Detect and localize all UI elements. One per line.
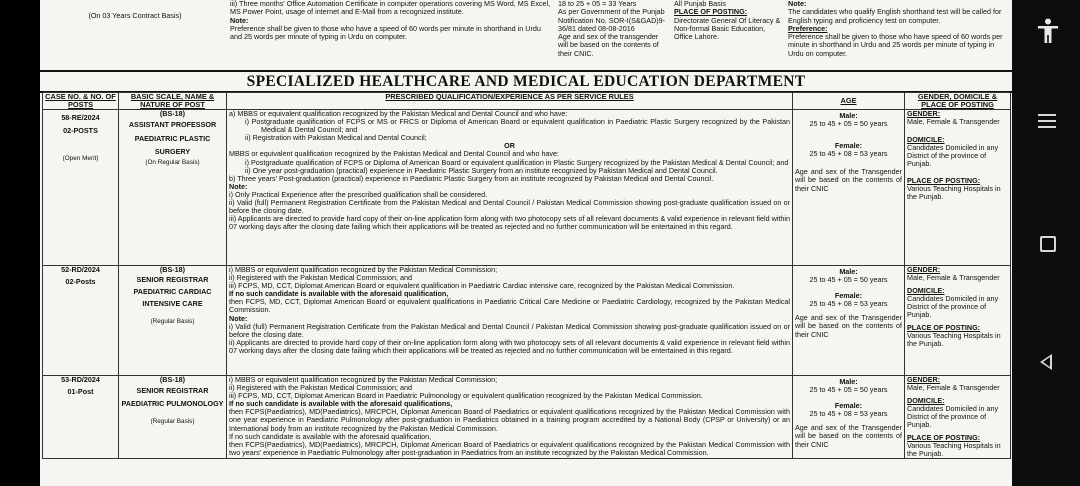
domicile-head: DOMICILE:: [907, 396, 945, 406]
post-count: 02-POSTS: [63, 126, 98, 136]
case-number: 58-RE/2024: [61, 113, 100, 122]
case-cell: [43, 266, 119, 376]
note-cell: [786, 0, 1010, 66]
preference-text: Preference shall be given to those who have a speed of 60 words per minute in shorthand in Urdu and 25 words per minute of typing in Urdu on computer.: [230, 23, 541, 42]
table-header-row: [43, 93, 1011, 110]
header-scale: BASIC SCALE, NAME & NATURE OF POST: [119, 93, 227, 110]
recent-apps-icon[interactable]: [1038, 114, 1056, 132]
office-automation-text: iii) Three months' Office Automation Certificate in computer operations covering MS Word, MS Excel, MS Power Point, usage of internet and E-Mail from a recognized institute.: [230, 0, 551, 17]
qual-line: ii) Registered with the Pakistan Medical Commission; and: [229, 383, 412, 393]
qual-line: i) MBBS or equivalent qualification recognized by the Pakistan Medical Commission;: [229, 375, 498, 384]
back-button-icon[interactable]: [1040, 354, 1052, 370]
gender-cell: [905, 266, 1011, 376]
posting-value: Various Teaching Hospitals in the Punjab.: [907, 330, 1001, 348]
age-cell: [556, 0, 672, 66]
qual-line: i) Postgraduate qualification of FCPS or MS or FRCS or Diploma of American Board or equivalent qualification in Paediatric Plastic Surgery recognized by the Pakistan Medical & Dental Council; and: [245, 117, 790, 135]
qual-line: i) Postgraduate qualification of FCPS or Diploma of American Board or equivalent qualification in Plastic Surgery recognized by the Pakistan Medical & Dental Council; and: [245, 157, 789, 167]
qual-line: If no such candidate is available with the aforesaid qualification,: [229, 431, 432, 441]
female-label: Female:: [834, 141, 863, 151]
qual-line: then FCPS, MD, CCT, Diplomat American Board or equivalent qualifications in Paediatric Critical Care Medicine or Paediatric Cardiology, recognized by the Pakistan Medical Commission.: [229, 297, 790, 315]
domicile-value: Candidates Domiciled in any District of the province of Punjab.: [907, 143, 999, 169]
basic-scale: (BS-18): [159, 265, 186, 274]
male-age: 25 to 45 + 05 = 50 years: [809, 385, 888, 395]
qual-line: then FCPS(Paediatrics), MD(Paediatrics), MRCPCH, Diplomat American Board of Paediatrics or equivalent qualifications recognized by the Pakistan Medical Commission with two years' experience in Paediatric Pulmonology after post-graduation in Paediatrics from an institute recognized by the Pakistan Medical Commission.: [229, 439, 790, 457]
posting-value: Various Teaching Hospitals in the Punjab.: [907, 183, 1001, 201]
male-label: Male:: [839, 111, 858, 120]
transgender-line: Age and sex of the transgender will be based on the contents of their CNIC.: [558, 32, 659, 58]
qual-line: i) Only Practical Experience after the prescribed qualification shall be considered.: [229, 189, 488, 199]
qual-line: ii) Registered with the Pakistan Medical Commission; and: [229, 273, 412, 283]
basic-scale: (BS-18): [159, 375, 186, 384]
domicile-head: DOMICILE:: [907, 135, 945, 145]
contract-basis-text: (On 03 Years Contract Basis): [88, 11, 182, 20]
qual-line: iii) FCPS, MD, CCT, Diplomat American Board or equivalent qualification in Paediatric Cardiac intensive care, recognized by the Pakistan Medical Commission.: [229, 281, 735, 291]
post-basis: (Regular Basis): [150, 418, 195, 426]
post-basis: (On Regular Basis): [145, 158, 200, 166]
table-row: [43, 266, 1011, 376]
age-cell: [793, 376, 905, 459]
qual-line: ii) One year post-graduation (practical) experience in Paediatric Plastic Surgery from an institute recognized by Pakistan Medical and Dental Council.: [245, 165, 718, 175]
posting-head: PLACE OF POSTING:: [907, 175, 981, 185]
qual-line: iii) FCPS, MD, CCT, Diplomat American Board in Paediatric Pulmonology or equivalent qualification recognized by the Pakistan Medical Commission.: [229, 391, 703, 401]
preference-note: Preference shall be given to those who have speed of 60 words per minute in shorthand in Urdu and 25 words per minute of typing in Urdu on computer.: [788, 32, 1003, 58]
posting-head: PLACE OF POSTING:: [907, 432, 981, 442]
qual-line: ii) Valid (full) Permanent Registration Certificate from the Pakistan Medical and Dental Council / Pakistan Medical Commission showing post-graduate qualification issued on or before the closing date.: [229, 198, 790, 216]
computer-qualification-cell: [228, 0, 556, 66]
case-cell: [43, 110, 119, 266]
shorthand-note: The candidates who qualify English shorthand test will be called for English typing and proficiency test on computer.: [788, 7, 1002, 25]
case-number: 53-RD/2024: [61, 375, 100, 384]
basic-scale: (BS-18): [159, 109, 186, 118]
female-label: Female:: [834, 291, 863, 301]
case-cell: [43, 376, 119, 459]
post-count: 02-Posts: [65, 277, 96, 287]
domicile-value: Candidates Domiciled in any District of the province of Punjab.: [907, 404, 999, 430]
post-title: ASSISTANT PROFESSOR PAEDIATRIC PLASTIC SURGERY: [128, 120, 217, 157]
transgender-note: Age and sex of the Transgender will be based on the contents of their CNIC: [795, 167, 902, 193]
qual-line: then FCPS(Paediatrics), MD(Paediatrics), MRCPCH, Diplomat American Board of Paediatrics or equivalent qualifications recognized by the Pakistan Medical Commission with one year experience in Paediatric Pulmonology after post-graduation in Paediatrics obtained in a training program accredited by a National Body (CPSP or University) or an International body from an institute recognized by the Pakistan Medical Commission.: [229, 407, 790, 433]
table-row: [43, 376, 1011, 459]
gender-head: GENDER:: [907, 265, 941, 274]
domicile-value: Candidates Domiciled in any District of the province of Punjab.: [907, 294, 999, 320]
advertisement-page: [40, 0, 1012, 486]
notification-line: As per Government of the Punjab Notification No. SOR-I(S&GAD)9-36/81 dated 08-08-2016: [558, 7, 666, 33]
qual-condition: If no such candidate is available with the aforesaid qualifications,: [229, 399, 453, 409]
qualification-cell: [227, 376, 793, 459]
qual-line: MBBS or equivalent qualification recognized by the Pakistan Medical and Dental Council and who have:: [229, 149, 560, 159]
post-title: SENIOR REGISTRAR PAEDIATRIC CARDIAC INTENSIVE CARE: [133, 275, 212, 309]
post-title: SENIOR REGISTRAR PAEDIATRIC PULMONOLOGY: [121, 386, 224, 409]
male-label: Male:: [839, 267, 858, 276]
gender-cell: [905, 376, 1011, 459]
female-age: 25 to 45 + 08 = 53 years: [809, 299, 888, 309]
posting-cell: [672, 0, 786, 66]
female-label: Female:: [834, 401, 863, 411]
post-basis: (Regular Basis): [150, 318, 195, 326]
male-age: 25 to 45 + 05 = 50 years: [809, 119, 888, 129]
posting-value: Various Teaching Hospitals in the Punjab.: [907, 440, 1001, 458]
female-age: 25 to 45 + 08 = 53 years: [809, 149, 888, 159]
gender-value: Male, Female & Transgender: [907, 383, 1000, 393]
qual-line: i) Valid (full) Permanent Registration Certificate from the Pakistan Medical and Dental Council / Pakistan Medical Commission showing post-graduate qualification issued on or before the closing date.: [229, 321, 790, 339]
qual-line: ii) Applicants are directed to provide hard copy of their on-line application form along with two photocopy sets of all relevant documents & valid experience in relevant field within 07 working days after the closing date failing which their applications will be treated as rejected and no further communication will be entertained in this regard.: [229, 337, 790, 355]
posting-head: PLACE OF POSTING:: [907, 322, 981, 332]
gender-value: Male, Female & Transgender: [907, 117, 1000, 127]
table-row: [43, 110, 1011, 266]
transgender-note: Age and sex of the Transgender will be based on the contents of their CNIC: [795, 313, 902, 339]
header-age: AGE: [793, 93, 905, 110]
posts-table: [42, 92, 1011, 459]
posting-head: PLACE OF POSTING:: [674, 7, 748, 17]
accessibility-icon[interactable]: [1037, 18, 1059, 44]
case-number: 52-RD/2024: [61, 265, 100, 274]
department-banner: SPECIALIZED HEALTHCARE AND MEDICAL EDUCATION DEPARTMENT: [40, 70, 1012, 93]
qualification-cell: [227, 110, 793, 266]
note-head: Note:: [230, 15, 249, 25]
gender-value: Male, Female & Transgender: [907, 273, 1000, 283]
previous-section-fragment: [42, 0, 1010, 66]
header-qualification: PRESCRIBED QUALIFICATION/EXPERIENCE AS PER SERVICE RULES: [227, 93, 793, 110]
post-count: 01-Post: [67, 387, 94, 397]
gender-head: GENDER:: [907, 375, 941, 384]
note-head-right: Note:: [788, 0, 807, 8]
post-cell: [119, 266, 227, 376]
female-age: 25 to 45 + 08 = 53 years: [809, 409, 888, 419]
qual-line: i) MBBS or equivalent qualification recognized by the Pakistan Medical Commission;: [229, 265, 498, 274]
qual-line: iii) Applicants are directed to provide hard copy of their on-line application form along with two photocopy sets of all relevant documents & valid experience in relevant field within 07 working days after the closing date failing which their applications will be treated as rejected and no further communication will be entertained in this regard.: [229, 214, 790, 232]
qual-note-head: Note:: [229, 181, 248, 191]
age-cell: [793, 266, 905, 376]
gender-head: GENDER:: [907, 109, 941, 118]
domicile-head: DOMICILE:: [907, 286, 945, 296]
qualification-cell: [227, 266, 793, 376]
post-cell: [119, 376, 227, 459]
merit-type: (Open Merit): [62, 155, 99, 163]
qual-line: b) Three years' Post-graduation (practical) experience in Paediatric Plastic Surgery from an institute recognized by Pakistan Medical and Dental Council.: [229, 173, 714, 183]
qual-line: a) MBBS or equivalent qualification recognized by the Pakistan Medical and Dental Council and who have:: [229, 109, 568, 118]
transgender-note: Age and sex of the Transgender will be based on the contents of their CNIC: [795, 423, 902, 449]
gender-cell: [905, 110, 1011, 266]
male-age: 25 to 45 + 05 = 50 years: [809, 275, 888, 285]
qual-line: ii) Registration with Pakistan Medical and Dental Council;: [245, 133, 427, 143]
basis-line: All Punjab Basis: [674, 0, 726, 8]
header-gender: GENDER, DOMICILE & PLACE OF POSTING: [905, 93, 1011, 110]
header-case: CASE NO. & NO. OF POSTS: [43, 93, 119, 110]
post-cell: [119, 110, 227, 266]
qual-note-head: Note:: [229, 313, 248, 323]
age-cell: [793, 110, 905, 266]
qual-or: OR: [504, 141, 515, 151]
age-line: 18 to 25 + 05 = 33 Years: [558, 0, 637, 8]
male-label: Male:: [839, 377, 858, 386]
preference-head: Preference:: [788, 23, 828, 33]
qual-condition: If no such candidate is available with the aforesaid qualification,: [229, 289, 449, 299]
posting-line: Directorate General Of Literacy & Non-formal Basic Education, Office Lahore.: [674, 15, 781, 42]
home-button-icon[interactable]: [1040, 236, 1056, 252]
